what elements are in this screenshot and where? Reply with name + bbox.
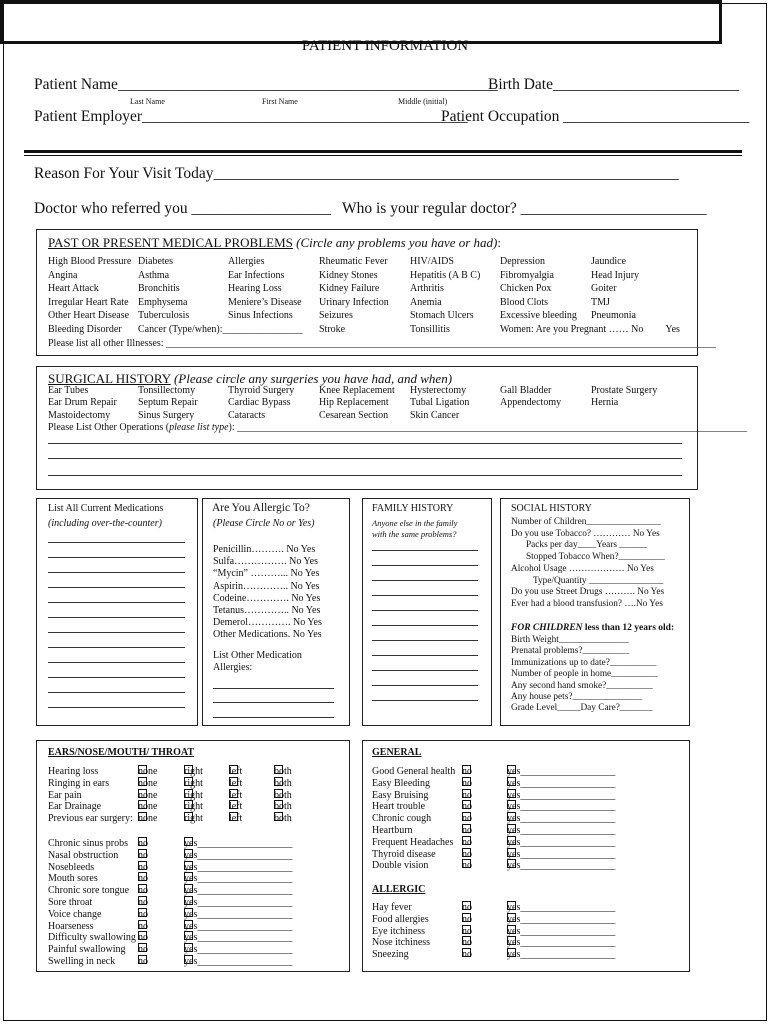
family-heading: FAMILY HISTORY [372,503,454,514]
checkbox-label: right [184,801,203,813]
checkbox-label: yes___________________ [507,925,616,937]
checkbox-label: both [274,813,292,825]
blank-line[interactable] [48,602,185,603]
surgery-item: Cesarean Section [319,409,389,421]
blank-line[interactable] [372,565,478,566]
ent-symptom-label: Chronic sore tongue [48,885,130,897]
checkbox-label: left [229,777,243,789]
blank-line[interactable] [48,662,185,663]
medical-problem-item: Angina [48,269,78,281]
surgical-heading: SURGICAL HISTORY (Please circle any surgeries you have had, and when) [48,371,453,386]
blank-line[interactable] [372,655,478,656]
allergic-symptom-label: Sneezing [372,949,409,961]
blank-line[interactable] [48,572,185,573]
other-operations-label: Please List Other Operations (please list type): ______________________________________________________________________________________________________ [48,422,748,433]
allergy-item: Penicillin………. No Yes [213,544,316,555]
checkbox-label: no [462,860,472,872]
blank-line[interactable] [372,580,478,581]
surgery-item: Ear Drum Repair [48,397,117,409]
checkbox-label: yes___________________ [507,860,616,872]
blank-line[interactable] [48,632,185,633]
checkbox-label: yes___________________ [507,949,616,961]
blank-line[interactable] [48,542,185,543]
checkbox-label: right [184,789,203,801]
ent-symptom-label: Difficulty swallowing [48,932,136,944]
allergy-item: Tetanus………….. No Yes [213,605,321,616]
family-note-2: with the same problems? [372,529,457,539]
surgery-item: Cardiac Bypass [228,397,291,409]
checkbox-label: both [274,801,292,813]
checkbox-label: no [462,848,472,860]
checkbox-label: no [462,902,472,913]
allergies-label: Allergies: [213,662,253,673]
medical-problem-item: Hepatitis (A B C) [410,269,481,281]
ent-symptom-label: Nosebleeds [48,861,95,873]
checkbox-label: left [229,801,243,813]
social-item: Do you use Tobacco? ………… No Yes [511,528,660,539]
medical-problem-item: Bronchitis [138,283,180,295]
medical-problem-item: Fibromyalgia [500,269,554,281]
medical-problem-item: Heart Attack [48,283,99,295]
checkbox-label: yes___________________ [184,885,293,897]
checkbox-label: none [138,789,158,801]
checkbox-label: yes___________________ [507,789,616,801]
medications-heading: List All Current Medications [48,503,164,514]
checkbox-label: left [229,766,243,777]
blank-line[interactable] [372,640,478,641]
middle-initial-caption: Middle (initial) [398,97,448,106]
ear-symptom-label: Previous ear surgery: [48,813,133,825]
medical-problem-item: Ear Infections [228,269,285,281]
medical-problem-item: Asthma [138,269,170,281]
general-symptom-label: Chronic cough [372,813,432,825]
reason-label: Reason For Your Visit Today____________________________________________________________ [34,165,679,182]
allergic-symptom-label: Food allergies [372,913,429,925]
medical-problem-item: TMJ [591,296,610,308]
checkbox-label: no [138,873,148,885]
checkbox-label: yes___________________ [507,902,616,913]
children-item: Birth Weight_______________ [511,635,629,645]
children-item: Any house pets?_______________ [511,692,643,702]
social-heading: SOCIAL HISTORY [511,503,592,514]
blank-line[interactable] [372,595,478,596]
checkbox-label: no [462,913,472,925]
blank-line[interactable] [372,610,478,611]
checkbox-label: right [184,766,203,777]
checkbox-label: no [462,777,472,789]
checkbox-label: yes___________________ [507,813,616,825]
checkbox-label: no [138,920,148,932]
medical-problem-item: High Blood Pressure [48,256,132,267]
checkbox-label: no [462,766,472,777]
checkbox-label: yes___________________ [507,825,616,836]
blank-line[interactable] [372,670,478,671]
ent-symptom-label: Hoarseness [48,920,94,932]
checkbox-label: no [462,825,472,836]
blank-line[interactable] [372,550,478,551]
surgery-item: Skin Cancer [410,409,460,421]
social-item: Stopped Tobacco When?__________ [526,552,665,563]
checkbox-label: left [229,789,243,801]
surgery-item: Mastoidectomy [48,409,111,421]
surgery-item: Sinus Surgery [138,409,195,421]
medical-problem-item: Goiter [591,283,617,295]
medical-problem-item: Sinus Infections [228,310,293,322]
medical-problem-item: Jaundice [591,256,626,267]
social-item: Type/Quantity ________________ [533,575,664,586]
checkbox-label: yes___________________ [184,873,293,885]
allergic-heading: Are You Allergic To? [212,502,310,514]
medical-problem-item: Emphysema [138,296,188,308]
checkbox-label: yes___________________ [507,777,616,789]
surgery-item: Hip Replacement [319,397,389,409]
ent-symptom-label: Chronic sinus probs [48,838,128,849]
surgery-item: Appendectomy [500,397,562,409]
medical-problem-item: Tonsillitis [410,324,450,335]
ent-symptom-label: Sore throat [48,897,93,908]
surgery-item: Hernia [591,397,619,409]
checkbox-label: yes___________________ [184,956,293,967]
ent-symptom-label: Painful swallowing [48,944,126,956]
checkbox-label: no [462,801,472,813]
general-symptom-label: Thyroid disease [372,848,436,860]
social-item: Packs per day____Years ______ [526,540,648,551]
medications-note: (including over-the-counter) [48,518,162,529]
general-heading: GENERAL [372,747,422,758]
blank-line[interactable] [372,685,478,686]
allergic-note: (Please Circle No or Yes) [213,518,315,529]
ear-symptom-label: Ear pain [48,789,82,801]
social-item: Alcohol Usage ……………… No Yes [511,563,654,574]
checkbox-label: no [462,937,472,949]
medical-problem-item: Bleeding Disorder [48,324,122,335]
medical-problem-item: Head Injury [591,269,640,281]
allergy-item: Demerol…………. No Yes [213,617,322,629]
checkbox-label: no [462,813,472,825]
social-item: Number of Children________________ [511,517,661,527]
medical-heading: PAST OR PRESENT MEDICAL PROBLEMS (Circle any problems you have or had): [48,235,501,250]
medical-problem-item: Arthritis [410,283,444,295]
checkbox-label: no [462,949,472,961]
ent-symptom-label: Swelling in neck [48,956,116,967]
medical-problem-item: Cancer (Type/when):________________ [138,324,303,335]
other-illnesses-label: Please list all other Illnesses: ______________________________________________________________________________________________________________ [48,338,717,349]
pregnant-question: Women: Are you Pregnant …… No Yes [500,324,680,335]
allergy-item: Sulfa……………. No Yes [213,556,319,568]
ear-symptom-label: Hearing loss [48,766,99,777]
allergy-item: “Mycin” ………... No Yes [213,568,320,580]
checkbox-label: no [138,944,148,956]
referred-label: Doctor who referred you __________________ [34,200,332,217]
checkbox-label: yes___________________ [184,838,293,849]
checkbox-label: both [274,789,292,801]
checkbox-label: yes___________________ [507,801,616,813]
checkbox-label: yes___________________ [507,913,616,925]
children-heading: FOR CHILDREN less than 12 years old: [511,623,675,633]
medical-problem-item: Pneumonia [591,310,636,322]
checkbox-label: yes___________________ [184,944,293,956]
checkbox-label: no [462,836,472,848]
medical-problem-item: Blood Clots [500,296,549,308]
allergic-symptom-label: Nose itchiness [372,937,431,949]
general-symptom-label: Frequent Headaches [372,836,454,848]
checkbox-label: no [462,789,472,801]
checkbox-label: both [274,766,292,777]
checkbox-label: both [274,777,292,789]
surgery-item: Gall Bladder [500,385,552,396]
medical-problem-item: Tuberculosis [138,310,190,322]
regular-doctor-label: Who is your regular doctor? ________________________ [342,200,707,217]
divider [24,155,742,156]
checkbox-label: yes___________________ [507,766,616,777]
patient-name-label: Patient Name_________________________________________________ [34,76,498,93]
checkbox-label: right [184,777,203,789]
checkbox-label: yes___________________ [507,848,616,860]
medical-problem-item: Other Heart Disease [48,310,130,322]
family-note-1: Anyone else in the family [372,518,458,528]
children-item: Any second hand smoke?__________ [511,680,653,691]
checkbox-label: yes___________________ [184,920,293,932]
page-title: PATIENT INFORMATION [301,38,469,54]
checkbox-label: yes___________________ [184,908,293,920]
ent-symptom-label: Nasal obstruction [48,849,119,861]
checkbox-label: yes___________________ [184,932,293,944]
allergy-item: Other Medications. No Yes [213,629,322,641]
checkbox-label: yes___________________ [184,897,293,908]
medical-problem-item: Chicken Pox [500,283,552,295]
children-item: Grade Level_____Day Care?_______ [511,703,653,714]
allergic-symptom-label: Hay fever [372,902,412,913]
checkbox-label: no [138,932,148,944]
medical-problem-item: Allergies [228,256,265,267]
ear-symptom-label: Ear Drainage [48,801,102,813]
ent-symptom-label: Voice change [48,908,102,920]
surgery-item: Cataracts [228,409,266,421]
checkbox-label: no [138,956,148,967]
general-symptom-label: Heartburn [372,825,413,836]
blank-line[interactable] [48,692,185,693]
surgery-item: Hysterectomy [410,385,467,396]
medical-problem-item: Meniere’s Disease [228,296,302,308]
children-item: Prenatal problems?__________ [511,646,629,657]
last-name-caption: Last Name [130,97,165,106]
checkbox-label: no [138,838,148,849]
other-med-allergy-label: List Other Medication [213,650,302,661]
allergic-symptom-label: Eye itchiness [372,925,426,937]
medical-problem-item: Diabetes [138,256,173,267]
general-symptom-label: Good General health [372,766,456,777]
surgery-item: Thyroid Surgery [228,385,295,396]
checkbox-label: yes___________________ [184,861,293,873]
allergic-sec-heading: ALLERGIC [372,884,426,895]
employer-label: Patient Employer__________________________________________ [34,108,468,125]
medical-problem-item: HIV/AIDS [410,256,454,267]
blank-line[interactable] [48,587,185,588]
medical-problem-item: Seizures [319,310,353,322]
ear-symptom-label: Ringing in ears [48,777,110,789]
checkbox-label: yes___________________ [507,937,616,949]
checkbox-label: none [138,813,158,825]
blank-line[interactable] [48,707,185,708]
first-name-caption: First Name [262,97,298,106]
checkbox-label: yes___________________ [184,849,293,861]
birth-date-label: Birth Date________________________ [488,76,739,93]
surgery-item: Septum Repair [138,397,198,409]
children-item: Number of people in home__________ [511,669,658,680]
social-item: Ever had a blood transfusion? ….No Yes [511,598,663,609]
occupation-label: Patient Occupation ________________________ [441,108,750,125]
medical-problem-item: Stroke [319,324,346,335]
surgery-item: Ear Tubes [48,385,89,396]
general-symptom-label: Easy Bruising [372,789,429,801]
checkbox-label: no [138,861,148,873]
checkbox-label: none [138,777,158,789]
allergy-item: Codeine…………. No Yes [213,592,321,604]
medical-problem-item: Rheumatic Fever [319,256,388,267]
checkbox-label: yes___________________ [507,836,616,848]
checkbox-label: no [138,885,148,897]
social-item: Do you use Street Drugs ………. No Yes [511,587,665,598]
checkbox-label: no [462,925,472,937]
checkbox-label: right [184,813,203,825]
general-symptom-label: Easy Bleeding [372,777,431,789]
surgery-item: Prostate Surgery [591,385,658,396]
medical-problem-item: Kidney Failure [319,283,380,295]
surgery-item: Tonsillectomy [138,385,196,396]
blank-line[interactable] [48,647,185,648]
medical-problem-item: Hearing Loss [228,283,282,295]
children-item: Immunizations up to date?__________ [511,657,657,668]
general-symptom-label: Heart trouble [372,801,426,813]
allergy-item: Aspirin………….. No Yes [213,580,320,592]
ent-heading: EARS/NOSE/MOUTH/ THROAT [48,747,195,758]
checkbox-label: left [229,813,243,825]
surgery-item: Knee Replacement [319,385,395,396]
medical-problem-item: Excessive bleeding [500,310,577,322]
checkbox-label: no [138,908,148,920]
blank-line[interactable] [372,625,478,626]
blank-line[interactable] [48,677,185,678]
blank-line[interactable] [372,700,478,701]
medical-problem-item: Urinary Infection [319,296,389,308]
medical-problem-item: Anemia [410,296,442,308]
blank-line[interactable] [48,557,185,558]
divider [24,150,742,153]
checkbox-label: no [138,849,148,861]
medical-problem-item: Depression [500,256,545,267]
general-symptom-label: Double vision [372,860,429,872]
checkbox-label: no [138,897,148,908]
medical-problem-item: Stomach Ulcers [410,310,474,322]
checkbox-label: none [138,766,158,777]
surgery-item: Tubal Ligation [410,397,470,409]
blank-line[interactable] [48,617,185,618]
checkbox-label: none [138,801,158,813]
medical-problem-item: Kidney Stones [319,269,378,281]
ent-symptom-label: Mouth sores [48,873,98,885]
medical-problem-item: Irregular Heart Rate [48,296,129,308]
